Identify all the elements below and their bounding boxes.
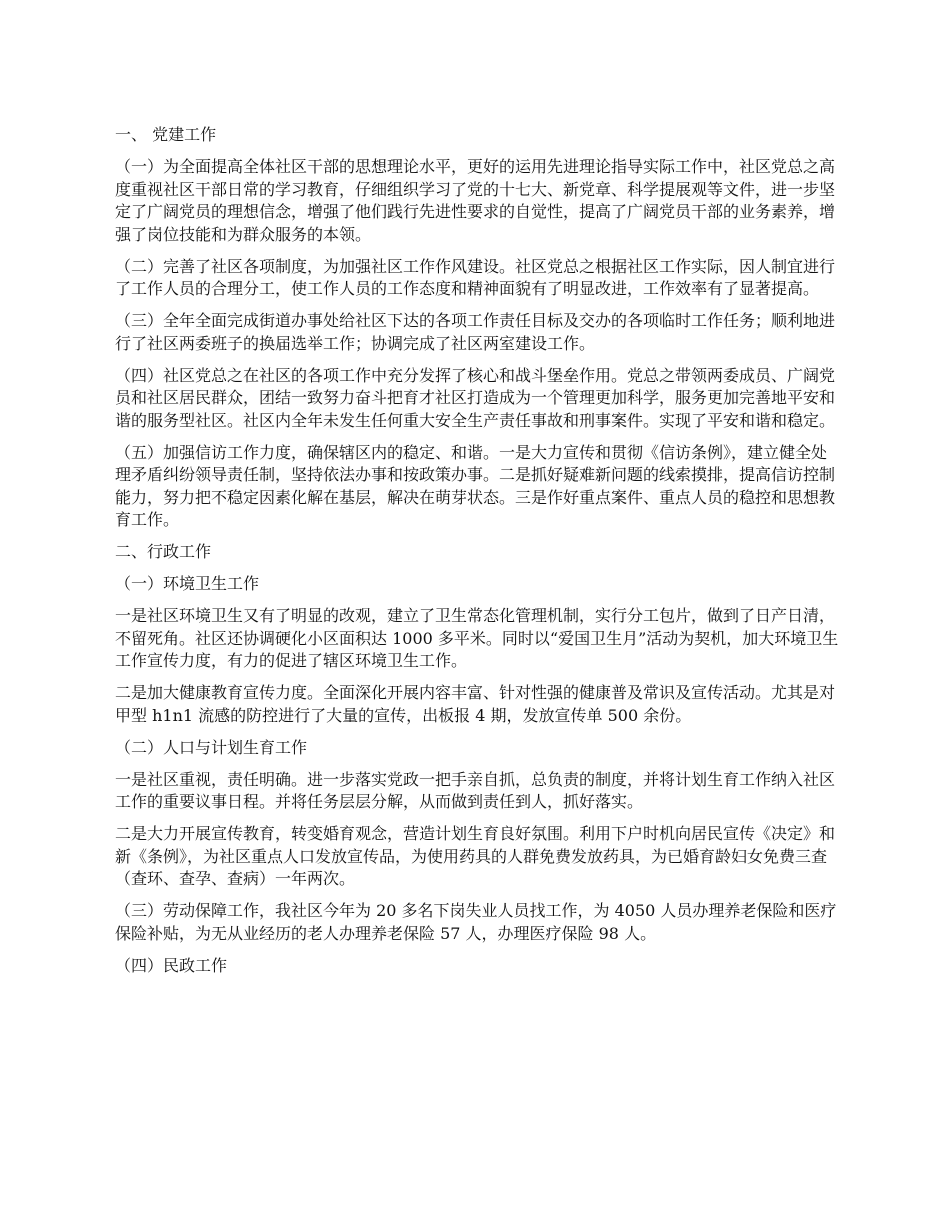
paragraph-party-4: （四）社区党总之在社区的各项工作中充分发挥了核心和战斗堡垒作用。党总之带领两委成员、广阔党员和社区居民群众，团结一致努力奋斗把育才社区打造成为一个管理更加科学，服务更加完善地平安和谐的服务型社区。社区内全年未发生任何重大安全生产责任事故和刑事案件。实现了平安和谐和稳定。 — [115, 365, 836, 430]
section-heading-administration: 二、行政工作 — [115, 542, 212, 561]
document-body — [115, 124, 840, 987]
paragraph-party-3: （三）全年全面完成街道办事处给社区下达的各项工作责任目标及交办的各项临时工作任务；顺利地进行了社区两委班子的换届选举工作；协调完成了社区两室建设工作。 — [115, 311, 836, 353]
subheading-environment: （一）环境卫生工作 — [115, 574, 260, 593]
paragraph-environment-2: 二是加大健康教育宣传力度。全面深化开展内容丰富、针对性强的健康普及常识及宣传活动。尤其是对甲型 h1n1 流感的防控进行了大量的宣传，出板报 4 期，发放宣传单 500 余份。 — [115, 683, 836, 725]
paragraph-party-2: （二）完善了社区各项制度，为加强社区工作作风建设。社区党总之根据社区工作实际，因人制宜进行了工作人员的合理分工，使工作人员的工作态度和精神面貌有了明显改进，工作效率有了显著提高。 — [115, 256, 836, 298]
paragraph-party-5: （五）加强信访工作力度，确保辖区内的稳定、和谐。一是大力宣传和贯彻《信访条例》，建立健全处理矛盾纠纷领导责任制，坚持依法办事和按政策办事。二是抓好疑难新问题的线索摸排，提高信访控制能力，努力把不稳定因素化解在基层，解决在萌芽状态。三是作好重点案件、重点人员的稳控和思想教育工作。 — [115, 442, 836, 529]
paragraph-party-1: （一）为全面提高全体社区干部的思想理论水平，更好的运用先进理论指导实际工作中，社区党总之高度重视社区干部日常的学习教育，仔细组织学习了党的十七大、新党章、科学提展观等文件，进一步坚定了广阔党员的理想信念，增强了他们践行先进性要求的自觉性，提高了广阔党员干部的业务素养，增强了岗位技能和为群众服务的本领。 — [115, 157, 836, 244]
section-heading-party-building: 一、 党建工作 — [115, 125, 217, 144]
paragraph-environment-1: 一是社区环境卫生又有了明显的改观，建立了卫生常态化管理机制，实行分工包片，做到了日产日清，不留死角。社区还协调硬化小区面积达 1000 多平米。同时以“爱国卫生月”活动为契机，加大环境卫生工作宣传力度，有力的促进了辖区环境卫生工作。 — [115, 606, 839, 670]
subheading-civil-affairs: （四）民政工作 — [115, 955, 228, 975]
paragraph-family-planning-1: 一是社区重视，责任明确。进一步落实党政一把手亲自抓，总负责的制度，并将计划生育工作纳入社区工作的重要议事日程。并将任务层层分解，从而做到责任到人，抓好落实。 — [115, 769, 836, 811]
paragraph-family-planning-2: 二是大力开展宣传教育，转变婚育观念，营造计划生育良好氛围。利用下户时机向居民宣传《决定》和新《条例》，为社区重点人口发放宣传品，为使用药具的人群免费发放药具，为已婚育龄妇女免费三查（查环、查孕、查病）一年两次。 — [115, 824, 836, 888]
subheading-family-planning: （二）人口与计划生育工作 — [115, 737, 308, 757]
paragraph-labor-security: （三）劳动保障工作，我社区今年为 20 多名下岗失业人员找工作，为 4050 人员办理养老保险和医疗保险补贴，为无从业经历的老人办理养老保险 57 人，办理医疗保险 98 人。 — [115, 901, 837, 943]
